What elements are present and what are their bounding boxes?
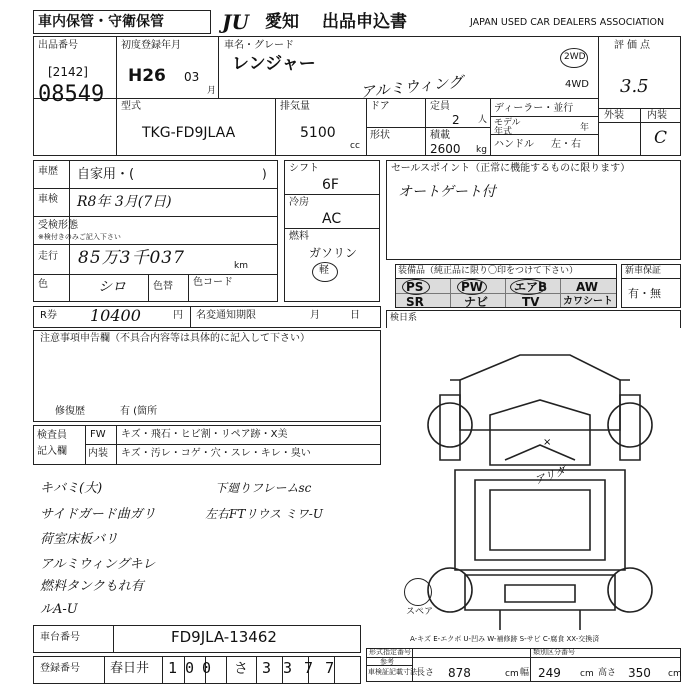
car-name-label: 車名・グレード xyxy=(224,40,294,51)
color-value: シロ xyxy=(98,279,126,295)
equip-item-airbag: エアB xyxy=(514,280,548,294)
displacement-value: 5100 xyxy=(300,125,336,141)
repair-label: 修復歴 xyxy=(55,406,85,417)
shaken-label: 車検 xyxy=(38,194,58,205)
shift-label: シフト xyxy=(289,163,319,174)
dealer-label: ディーラー・並行 xyxy=(494,103,574,114)
note-line-5: 燃料タンクもれ有 xyxy=(40,579,144,594)
model-year-label: モデル年式 xyxy=(494,118,521,137)
vin-value: FD9JLA-13462 xyxy=(171,628,277,646)
note-line-4: アルミウィングキレ xyxy=(40,557,156,572)
model-label: 型式 xyxy=(121,101,141,112)
ju-logo: JU xyxy=(222,10,249,34)
lot-label: 出品番号 xyxy=(38,40,78,51)
notice-label: 名変通知期限 xyxy=(196,310,256,321)
color-label: 色 xyxy=(38,279,48,290)
interior-grade: C xyxy=(654,128,668,148)
interior-label: 内装 xyxy=(647,110,667,121)
length-label: 長さ xyxy=(416,668,435,678)
equip-item-navi: ナビ xyxy=(464,295,489,309)
inspector-label: 検査員 xyxy=(37,430,67,441)
reg-kana: さ xyxy=(234,661,248,677)
capacity-value: 2 xyxy=(452,113,460,127)
reg-label: 登録番号 xyxy=(40,663,80,674)
association-name: JAPAN USED CAR DEALERS ASSOCIATION xyxy=(470,17,665,28)
damage-legend: A-キズ E-エクボ U-凹み W-補修跡 S-サビ C-腐食 XX-交換済 xyxy=(410,635,600,643)
org-name: 愛知 xyxy=(265,12,299,32)
height-value: 350 xyxy=(628,666,651,680)
length-value: 878 xyxy=(448,666,471,680)
reg-place: 春日井 xyxy=(110,661,150,676)
class-label: 類別区分番号 xyxy=(533,648,575,656)
month-unit: 月 xyxy=(207,86,217,96)
color-code-label: 色コード xyxy=(193,277,233,288)
displacement-label: 排気量 xyxy=(280,101,310,112)
first-reg-year: H26 xyxy=(128,66,166,86)
recycle-label: R券 xyxy=(40,310,57,321)
score-label: 評価点 xyxy=(614,40,653,51)
two-wd-label: 2WD xyxy=(564,52,586,62)
equip-item-seat: カワシート xyxy=(563,296,613,307)
size-label: 車検証記載寸法 xyxy=(368,668,417,676)
equipment-label: 装備品（純正品に限り〇印をつけて下さい） xyxy=(398,266,579,276)
form-title: 出品申込書 xyxy=(322,12,407,32)
shift-value: 6F xyxy=(322,177,339,193)
kg-unit: kg xyxy=(476,145,487,155)
note-right-1: 下廻りフレームsc xyxy=(215,481,312,495)
exterior-label: 外装 xyxy=(604,110,624,121)
ps-circle xyxy=(402,279,430,295)
model-value: TKG-FD9JLAA xyxy=(142,125,236,141)
airbag-circle xyxy=(510,279,546,295)
history-paren: ) xyxy=(262,167,267,181)
history-label: 車歴 xyxy=(38,166,58,177)
new-warranty-label: 新車保証 xyxy=(625,266,662,276)
vehicle-diagram xyxy=(395,340,685,645)
interior-check-text: キズ・汚レ・コゲ・穴・スレ・キレ・臭い xyxy=(121,448,311,459)
cert-label: 形式指定番号 xyxy=(369,648,411,656)
door-label: ドア xyxy=(370,101,390,112)
cc-unit: cc xyxy=(350,141,360,151)
fw-label: FW xyxy=(90,429,106,440)
note-right-2: 左右FTリウス ミワ-U xyxy=(205,507,323,521)
first-reg-month: 03 xyxy=(184,70,200,84)
storage-text: 車内保管・守衛保管 xyxy=(38,14,164,30)
shaken-value: R8年 3月(7日) xyxy=(77,194,172,210)
vin-label: 車台番号 xyxy=(40,632,80,643)
first-reg-label: 初度登録年月 xyxy=(121,40,181,51)
ac-label: 冷房 xyxy=(289,197,309,208)
notes-label: 注意事項申告欄（不具合内容等は具体的に記入して下さい） xyxy=(40,333,310,344)
fuel-mark: 軽 xyxy=(319,265,329,276)
mileage-label: 走行 xyxy=(38,251,58,262)
spare-label: スペア xyxy=(406,607,434,617)
interior-check-label: 内装 xyxy=(88,448,108,459)
diagram-x-mark: × xyxy=(543,437,552,448)
accept-note: ※検付きのみご記入下さい xyxy=(38,233,121,241)
fuel-value: ガソリン xyxy=(309,246,358,260)
shape-label: 形状 xyxy=(370,130,390,141)
load-label: 積載 xyxy=(430,130,450,141)
equip-item-tv: TV xyxy=(522,295,540,309)
equip-item-ps: PS xyxy=(406,280,424,294)
spare-tire-icon xyxy=(404,578,432,606)
equip-item-pw: PW xyxy=(461,280,484,294)
handle-label: ハンドル xyxy=(494,139,534,150)
km-unit: km xyxy=(234,261,248,271)
note-line-6: ルA-U xyxy=(40,602,78,617)
fuel-label: 燃料 xyxy=(289,231,309,242)
recycle-amount: 10400 xyxy=(90,306,141,325)
ac-value: AC xyxy=(322,211,342,227)
width-unit: cm xyxy=(580,669,594,679)
note-line-2: サイドガード曲ガリ xyxy=(40,507,156,522)
person-unit: 人 xyxy=(478,115,488,125)
diagram-note: アリダ xyxy=(532,463,568,488)
load-value: 2600 xyxy=(430,142,461,156)
pw-circle xyxy=(457,279,487,295)
note-line-1: キバミ(大) xyxy=(40,481,103,496)
height-label: 高さ xyxy=(598,668,617,678)
new-warranty-value: 有・無 xyxy=(628,287,661,300)
four-wd-label: 4WD xyxy=(565,79,589,90)
color-change-label: 色替 xyxy=(153,281,173,292)
recycle-yen: 円 xyxy=(173,310,183,321)
sales-text: オートゲート付 xyxy=(398,184,496,200)
mileage-value: 85万3千037 xyxy=(78,248,185,268)
car-name: レンジャー xyxy=(232,54,316,74)
height-unit: cm xyxy=(668,669,682,679)
length-unit: cm xyxy=(505,669,519,679)
reg-class: 100 xyxy=(168,659,220,677)
notice-month: 月 xyxy=(310,310,320,321)
note-line-3: 荷室床板バリ xyxy=(40,532,119,547)
width-value: 249 xyxy=(538,666,561,680)
memo-block xyxy=(386,310,681,328)
score-value: 3.5 xyxy=(620,76,649,97)
history-value: 自家用・( xyxy=(77,167,135,182)
accept-label: 受検形態 xyxy=(38,220,78,231)
lot-small: [2142] xyxy=(48,65,88,79)
notice-day: 日 xyxy=(350,310,360,321)
equip-item-sr: SR xyxy=(406,295,424,309)
grade-handwritten: アルミウィング xyxy=(359,72,464,102)
ref-label: 参考 xyxy=(380,658,394,666)
handle-value: 左・右 xyxy=(551,139,581,150)
repair-value: 有 (箇所 xyxy=(120,406,158,417)
equip-item-aw: AW xyxy=(576,280,598,294)
reg-number: 3377 xyxy=(262,659,347,677)
sales-label: セールスポイント（正常に機能するものに限ります） xyxy=(391,163,631,174)
width-label: 幅 xyxy=(520,668,530,678)
lot-number: 08549 xyxy=(38,82,105,107)
model-year-unit: 年 xyxy=(580,123,590,133)
capacity-label: 定員 xyxy=(430,101,450,112)
memo-label: 検日系 xyxy=(390,313,418,323)
fw-text: キズ・飛石・ヒビ割・リペア跡・X美 xyxy=(121,429,288,440)
sales-block xyxy=(386,160,681,260)
entry-label: 記入欄 xyxy=(37,446,67,457)
